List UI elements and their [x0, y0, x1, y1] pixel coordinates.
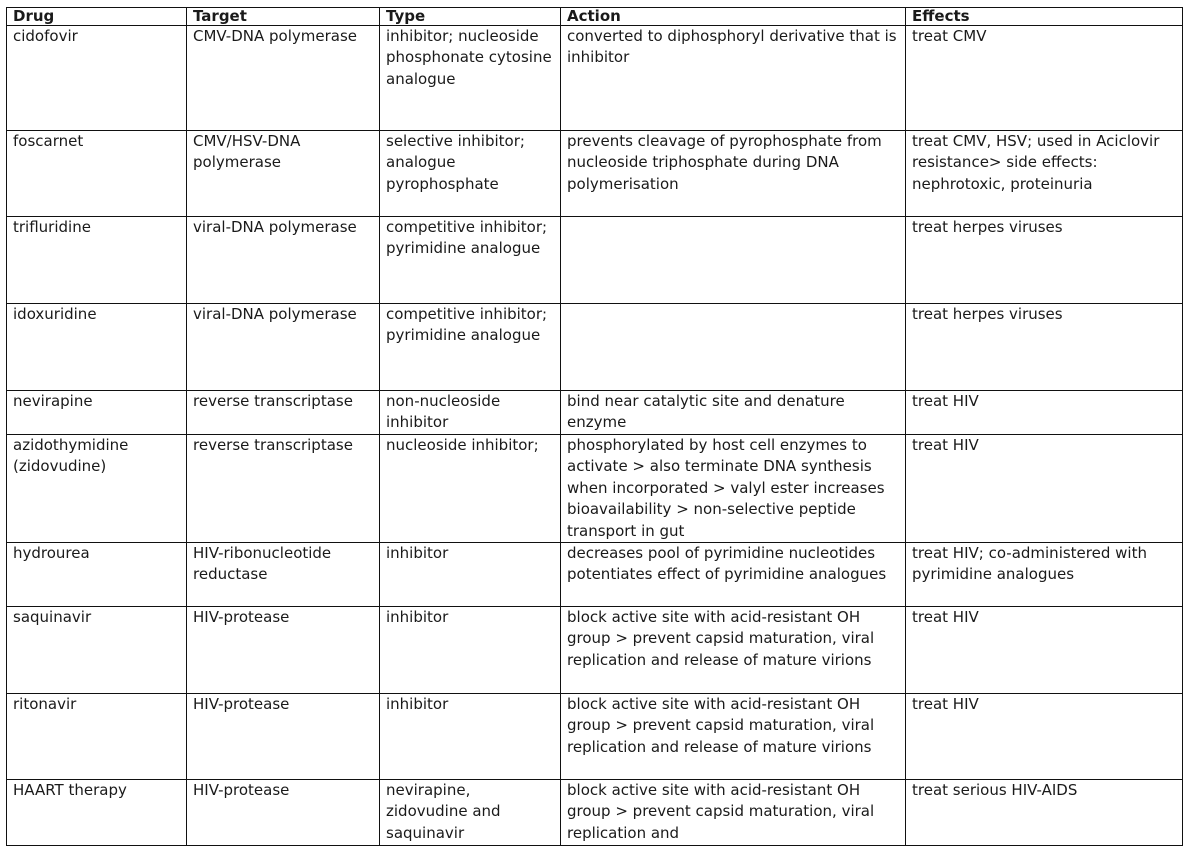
cell-effects: treat CMV	[906, 26, 1183, 131]
cell-target: viral-DNA polymerase	[187, 217, 380, 304]
cell-type: non-nucleoside inhibitor	[380, 391, 561, 435]
cell-action: prevents cleavage of pyrophosphate from nucleoside triphosphate during DNA polymerisation	[561, 131, 906, 217]
cell-target: CMV-DNA polymerase	[187, 26, 380, 131]
cell-type: inhibitor	[380, 607, 561, 694]
table-row	[7, 607, 1183, 694]
header-type: Type	[380, 8, 561, 26]
cell-drug: ritonavir	[7, 694, 187, 780]
cell-type: inhibitor	[380, 543, 561, 607]
table-row	[7, 217, 1183, 304]
header-target: Target	[187, 8, 380, 26]
cell-drug: idoxuridine	[7, 304, 187, 391]
cell-drug: hydrourea	[7, 543, 187, 607]
cell-effects: treat herpes viruses	[906, 217, 1183, 304]
header-action: Action	[561, 8, 906, 26]
table-header	[7, 8, 1183, 26]
cell-target: HIV-protease	[187, 780, 380, 846]
header-drug: Drug	[7, 8, 187, 26]
cell-type: competitive inhibitor; pyrimidine analogue	[380, 217, 561, 304]
table-row	[7, 391, 1183, 435]
cell-action: block active site with acid-resistant OH group > prevent capsid maturation, viral replication and	[561, 780, 906, 846]
cell-effects: treat CMV, HSV; used in Aciclovir resistance> side effects: nephrotoxic, proteinuria	[906, 131, 1183, 217]
cell-target: HIV-protease	[187, 607, 380, 694]
header-row	[7, 8, 1183, 26]
table-row	[7, 435, 1183, 543]
cell-type: inhibitor	[380, 694, 561, 780]
table-row	[7, 26, 1183, 131]
cell-effects: treat HIV	[906, 435, 1183, 543]
cell-action	[561, 217, 906, 304]
cell-drug: saquinavir	[7, 607, 187, 694]
cell-drug: nevirapine	[7, 391, 187, 435]
antiviral-drug-table	[6, 7, 1183, 846]
cell-action: block active site with acid-resistant OH group > prevent capsid maturation, viral replication and release of mature virions	[561, 694, 906, 780]
cell-drug: azidothymidine (zidovudine)	[7, 435, 187, 543]
cell-target: CMV/HSV-DNA polymerase	[187, 131, 380, 217]
table-row	[7, 780, 1183, 846]
cell-action: block active site with acid-resistant OH group > prevent capsid maturation, viral replication and release of mature virions	[561, 607, 906, 694]
cell-effects: treat HIV	[906, 391, 1183, 435]
cell-effects: treat HIV; co-administered with pyrimidine analogues	[906, 543, 1183, 607]
cell-drug: foscarnet	[7, 131, 187, 217]
table-row	[7, 694, 1183, 780]
cell-target: HIV-protease	[187, 694, 380, 780]
cell-target: HIV-ribonucleotide reductase	[187, 543, 380, 607]
document-page	[6, 7, 1182, 846]
cell-action: bind near catalytic site and denature enzyme	[561, 391, 906, 435]
header-effects: Effects	[906, 8, 1183, 26]
cell-type: selective inhibitor; analogue pyrophosphate	[380, 131, 561, 217]
table-body	[7, 26, 1183, 846]
cell-type: nucleoside inhibitor;	[380, 435, 561, 543]
table-row	[7, 304, 1183, 391]
cell-drug: HAART therapy	[7, 780, 187, 846]
cell-effects: treat HIV	[906, 694, 1183, 780]
cell-type: competitive inhibitor; pyrimidine analogue	[380, 304, 561, 391]
cell-target: viral-DNA polymerase	[187, 304, 380, 391]
cell-target: reverse transcriptase	[187, 391, 380, 435]
cell-type: inhibitor; nucleoside phosphonate cytosine analogue	[380, 26, 561, 131]
cell-action	[561, 304, 906, 391]
cell-type: nevirapine, zidovudine and saquinavir	[380, 780, 561, 846]
cell-drug: trifluridine	[7, 217, 187, 304]
cell-action: converted to diphosphoryl derivative that is inhibitor	[561, 26, 906, 131]
cell-effects: treat herpes viruses	[906, 304, 1183, 391]
cell-drug: cidofovir	[7, 26, 187, 131]
cell-effects: treat HIV	[906, 607, 1183, 694]
table-row	[7, 543, 1183, 607]
cell-effects: treat serious HIV-AIDS	[906, 780, 1183, 846]
cell-action: decreases pool of pyrimidine nucleotides potentiates effect of pyrimidine analogues	[561, 543, 906, 607]
cell-action: phosphorylated by host cell enzymes to activate > also terminate DNA synthesis when incorporated > valyl ester increases bioavailability > non-selective peptide transport in gut	[561, 435, 906, 543]
cell-target: reverse transcriptase	[187, 435, 380, 543]
table-row	[7, 131, 1183, 217]
